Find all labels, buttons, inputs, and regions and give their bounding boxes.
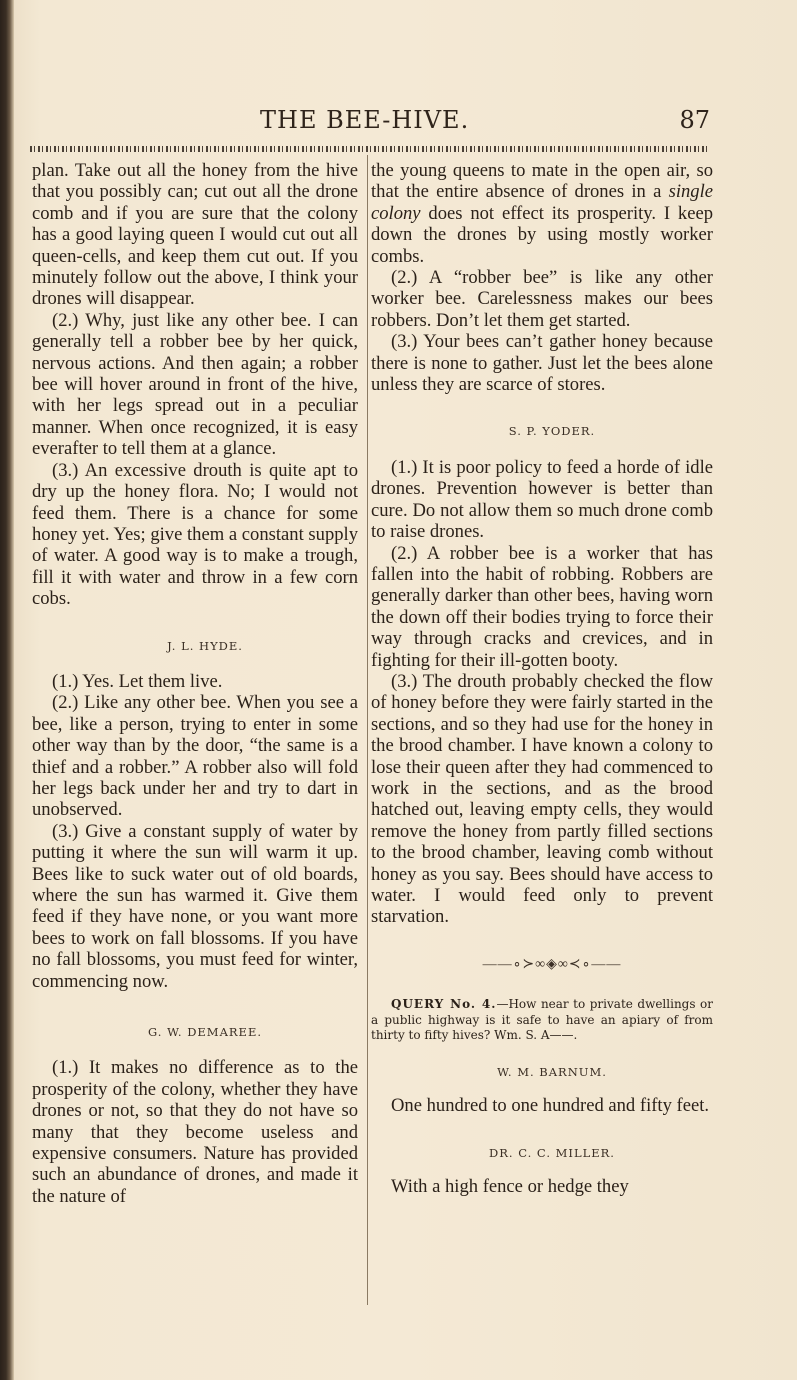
query-paragraph — [371, 997, 713, 1044]
signature-barnum: W. M. BARNUM. — [497, 1064, 607, 1079]
page-number: 87 — [679, 106, 710, 134]
running-title: THE BEE-HIVE. — [260, 106, 470, 134]
paragraph: (2.) Like any other bee. When you see a bee, like a person, trying to enter in some other way than by the door, “the same is a thief and a robber.” A robber also will fold her legs back under her and try to dart in unobserved. — [32, 692, 358, 821]
paragraph: One hundred to one hundred and fifty feet. — [391, 1095, 710, 1117]
page-header — [30, 106, 730, 140]
book-binding-edge — [0, 0, 14, 1380]
signature-yoder: S. P. YODER. — [508, 424, 596, 439]
paragraph: (1.) Yes. Let them live. — [52, 670, 223, 692]
paragraph: plan. Take out all the honey from the hive that you possibly can; cut out all the drone comb and if you are sure that the colony has a good laying queen I would cut out all queen-cells, and keep them cut out. If you minutely follow out the above, I think your drones will disappear. — [32, 160, 358, 310]
query-label: QUERY No. 4. — [391, 997, 497, 1012]
text-run: does not effect its prosperity. I keep down the drones by using mostly worker combs. — [371, 202, 713, 267]
paragraph: (3.) Your bees can’t gather honey because there is none to gather. Just let the bees alone unless they are scarce of stores. — [371, 331, 713, 396]
query-text: —How near to private dwellings or a public highway is it safe to have an apiary of from thirty to fifty hives? Wm. S. A——. — [371, 997, 713, 1043]
paragraph: (1.) It makes no difference as to the prosperity of the colony, whether they have drones or not, so that they do not have so many that they become useless and expensive consumers. Nature has provided such an abundance of drones, and made it the nature of — [32, 1057, 358, 1207]
header-rule — [30, 146, 710, 152]
paragraph: With a high fence or hedge they — [391, 1175, 629, 1197]
paragraph: (2.) A “robber bee” is like any other worker bee. Carelessness makes our bees robbers. Don’t let them get started. — [371, 267, 713, 331]
signature-hyde: J. L. HYDE. — [167, 638, 243, 653]
text-run: the young queens to mate in the open air, so that the entire absence of drones in a — [371, 160, 713, 203]
signature-demaree: G. W. DEMAREE. — [147, 1025, 262, 1040]
ornament-divider: ——∘≻∞◈∞≺∘—— — [482, 956, 622, 972]
paragraph: (3.) An excessive drouth is quite apt to dry up the honey flora. No; I would not feed them. There is a chance for some honey yet. Yes; give them a constant supply of water. A good way is to make a trough, fill it with water and throw in a few corn cobs. — [32, 459, 358, 610]
paragraph: (2.) A robber bee is a worker that has fallen into the habit of robbing. Robbers are generally darker than other bees, having worn the down off their bodies trying to force their way through cracks and crevices, and in fighting for their ill-gotten booty. — [371, 542, 713, 671]
paragraph — [371, 160, 713, 267]
paragraph: (1.) It is poor policy to feed a horde of idle drones. Prevention however is better than cure. Do not allow them so much drone comb to raise drones. — [371, 456, 713, 543]
column-divider — [367, 155, 368, 1305]
italic-text: single colony — [371, 181, 713, 224]
paragraph: (3.) Give a constant supply of water by putting it where the sun will warm it up. Bees like to suck water out of old boards, where the sun has warmed it. Give them feed if they have none, or you want more bees to work on fall blossoms. If you have no fall blossoms, you must feed for winter, commencing now. — [32, 820, 358, 992]
paragraph: (2.) Why, just like any other bee. I can generally tell a robber bee by her quick, nervous actions. And then again; a robber bee will hover around in front of the hive, with her legs spread out in a peculiar manner. When once recognized, it is easy everafter to tell them at a glance. — [32, 309, 358, 460]
left-column — [32, 160, 358, 1207]
paragraph: (3.) The drouth probably checked the flow of honey before they were fairly started in the sections, and so they had use for the honey in the brood chamber. I have known a colony to lose their queen after they had commenced to work in the sections, and as the brood hatched out, leaving empty cells, they would remove the honey from partly filled sections to the brood chamber, leaving comb without honey as you say. Bees should have access to water. I would feed only to prevent starvation. — [371, 670, 713, 928]
right-column — [371, 160, 713, 1197]
signature-miller: DR. C. C. MILLER. — [489, 1145, 615, 1160]
